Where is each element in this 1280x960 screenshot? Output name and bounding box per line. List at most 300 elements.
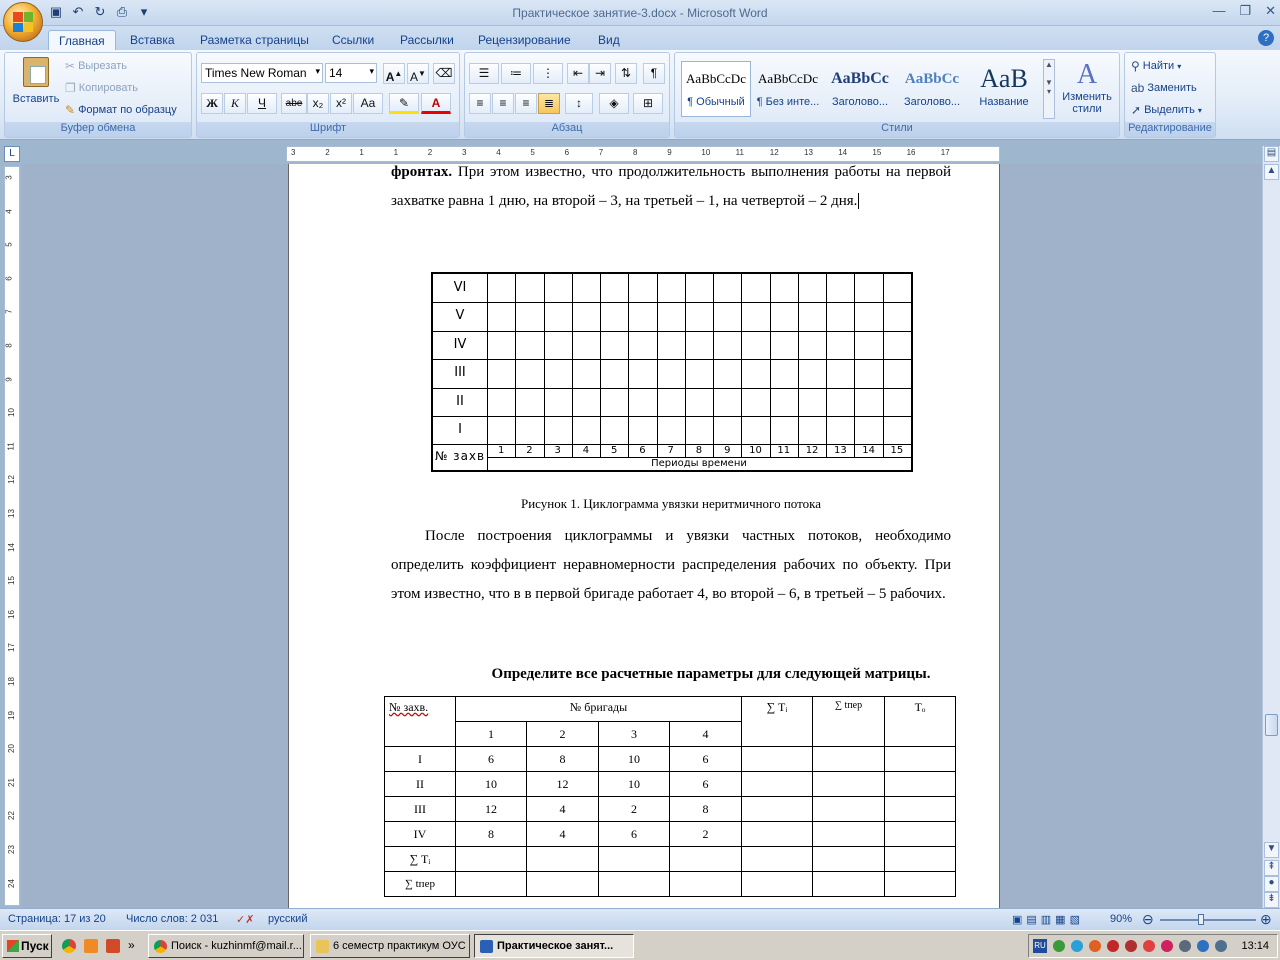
- font-group: [196, 52, 460, 138]
- volume-icon[interactable]: [1197, 940, 1209, 952]
- paste-label: Вставить: [12, 93, 60, 105]
- tray-app-icon[interactable]: [1053, 940, 1065, 952]
- tray-app-icon[interactable]: [1143, 940, 1155, 952]
- taskbar: [0, 930, 1280, 960]
- ruler-tick: 24: [6, 878, 16, 888]
- vertical-ruler[interactable]: [4, 166, 20, 906]
- zoom-slider-thumb[interactable]: [1198, 914, 1204, 925]
- justify-icon: ≣: [543, 96, 555, 110]
- style-name: Заголово...: [831, 96, 889, 108]
- ruler-tick: 18: [6, 677, 16, 686]
- period-label: 9: [724, 445, 731, 457]
- ruler-tick: 13: [6, 509, 16, 518]
- zoom-out-icon[interactable]: ⊖: [1142, 911, 1154, 927]
- word-icon: [480, 940, 493, 953]
- grid-line: [713, 274, 714, 457]
- language[interactable]: русский: [268, 913, 308, 925]
- change-styles-button[interactable]: [1057, 59, 1117, 115]
- ribbon: [0, 50, 1280, 140]
- highlighter-icon: ✎: [398, 96, 410, 110]
- binoculars-icon: ⚲: [1131, 59, 1140, 73]
- tray-app-icon[interactable]: [1089, 940, 1101, 952]
- empty-cell: [742, 872, 813, 897]
- dropdown-arrow-icon: ▾: [1197, 105, 1202, 115]
- clock: 13:14: [1241, 940, 1269, 952]
- clipboard-group: [4, 52, 192, 138]
- undo-icon[interactable]: ↶: [72, 4, 84, 19]
- period-label: 8: [695, 445, 703, 457]
- task-folder[interactable]: [310, 934, 470, 958]
- cyclogram-row-label: V: [455, 308, 465, 324]
- zoom-slider[interactable]: [1160, 919, 1256, 921]
- empty-cell: [456, 872, 527, 897]
- grid-line: [433, 388, 911, 389]
- style-heading-2[interactable]: [897, 61, 967, 117]
- bullets-button[interactable]: [469, 63, 499, 84]
- ruler-tick: 4: [496, 148, 501, 157]
- grid-line: [628, 274, 629, 457]
- table-row: [385, 747, 956, 772]
- bold-button[interactable]: Ж: [201, 93, 223, 114]
- windows-logo-icon: [7, 940, 19, 952]
- task-word[interactable]: [474, 934, 634, 958]
- status-bar: [0, 908, 1280, 930]
- subscript-button[interactable]: x₂: [307, 93, 329, 114]
- zoom-in-icon[interactable]: ⊕: [1260, 911, 1272, 927]
- period-label: 6: [639, 445, 646, 457]
- ruler-tick: 16: [906, 148, 916, 157]
- ruler-tick: 23: [6, 845, 16, 854]
- proofing-icon[interactable]: ✓✗: [236, 914, 255, 926]
- header-zahv: [385, 697, 456, 747]
- align-left-button[interactable]: [469, 93, 491, 114]
- ruler-tick: 12: [769, 148, 779, 157]
- save-icon[interactable]: ▣: [49, 4, 63, 19]
- tab-references[interactable]: Ссылки: [332, 33, 375, 47]
- cell: 2: [670, 822, 742, 847]
- scissors-icon: ✂: [65, 59, 76, 73]
- table-row: [385, 872, 956, 897]
- ruler-tick: 13: [804, 148, 813, 157]
- line-spacing-button[interactable]: [565, 93, 593, 114]
- tray-app-icon[interactable]: [1179, 940, 1191, 952]
- header-brigade: № бригады: [456, 697, 742, 722]
- clipboard-icon: [23, 57, 49, 87]
- bullets-icon: ☰: [478, 66, 490, 80]
- style-sample: AaBbCc: [831, 70, 889, 87]
- ruler-tick: 7: [4, 309, 14, 315]
- grid-line: [433, 359, 911, 360]
- grid-line: [854, 274, 855, 457]
- increase-indent-button[interactable]: [589, 63, 611, 84]
- title-bar: [0, 0, 1280, 26]
- ruler-tick: 14: [838, 148, 848, 157]
- ruler-tick: 14: [6, 542, 16, 552]
- next-page-icon[interactable]: ⇟: [1264, 892, 1279, 908]
- grid-line: [770, 274, 771, 457]
- replace-icon: ab: [1131, 81, 1145, 95]
- ruler-tick: 10: [701, 148, 711, 157]
- align-left-icon: ≡: [476, 96, 484, 110]
- line-spacing-icon: ↕: [576, 96, 582, 110]
- table-row: [385, 822, 956, 847]
- folder-icon: [316, 940, 329, 953]
- numbering-button[interactable]: [501, 63, 531, 84]
- ruler-tick: 2: [325, 148, 330, 157]
- cell: 4: [527, 797, 599, 822]
- maximize-icon[interactable]: ❐: [1239, 3, 1252, 18]
- ruler-tick: 8: [4, 343, 14, 348]
- brigade-num: 2: [527, 722, 599, 747]
- decrease-indent-button[interactable]: [567, 63, 589, 84]
- shrink-font-button[interactable]: A▼: [407, 63, 429, 84]
- grid-line: [600, 274, 601, 457]
- ruler-tick: 6: [564, 148, 570, 157]
- cut-label: Вырезать: [78, 60, 127, 72]
- grid-line: [433, 302, 911, 303]
- grid-line: [657, 274, 658, 457]
- cell: 8: [670, 797, 742, 822]
- ruler-tick: 3: [4, 175, 14, 180]
- multilevel-list-button[interactable]: [533, 63, 563, 84]
- borders-button[interactable]: [633, 93, 663, 114]
- page-counter[interactable]: Страница: 17 из 20: [8, 913, 106, 925]
- period-label: 13: [833, 445, 847, 457]
- empty-cell: [742, 747, 813, 772]
- periods-footer-label: Периоды времени: [651, 458, 747, 470]
- period-label: 2: [526, 445, 533, 457]
- figure-caption: Рисунок 1. Циклограмма увязки неритмичного потока: [520, 496, 822, 511]
- paragraph-1: [391, 158, 951, 248]
- tray-app-icon[interactable]: [1125, 940, 1137, 952]
- shading-button[interactable]: [599, 93, 629, 114]
- table-row: [385, 772, 956, 797]
- style-normal[interactable]: [681, 61, 751, 117]
- select-button[interactable]: [1131, 103, 1202, 117]
- underline-button[interactable]: Ч: [247, 93, 277, 114]
- tab-view[interactable]: Вид: [598, 33, 620, 47]
- vertical-scrollbar[interactable]: [1262, 146, 1280, 908]
- cell: 6: [670, 772, 742, 797]
- paragraph-2: После построения циклограммы и увязки частных потоков, необходимо определить коэффициент неравномерности распределения рабочих по объекту. При этом известно, что в в первой бригаде работает 4, во второй – 6, в третьей – 5 рабочих.: [391, 528, 951, 602]
- sort-icon: ⇅: [620, 66, 632, 80]
- scroll-down-arrow-icon[interactable]: ▼: [1264, 842, 1279, 858]
- paint-bucket-icon: ◈: [609, 96, 619, 110]
- ruler-tick: 19: [6, 710, 16, 720]
- ruler-tick: 10: [6, 408, 16, 418]
- cell: 2: [599, 797, 670, 822]
- cell: 6: [670, 747, 742, 772]
- period-label: 14: [862, 445, 875, 457]
- clipboard-group-label: Буфер обмена: [5, 122, 191, 137]
- word-count[interactable]: Число слов: 2 031: [126, 913, 219, 925]
- empty-cell: [670, 872, 742, 897]
- ruler-toggle-icon[interactable]: ▤: [1264, 146, 1279, 162]
- ruler-tick: 5: [530, 148, 535, 157]
- grid-line: [515, 274, 516, 457]
- replace-label: Заменить: [1147, 82, 1197, 94]
- editing-group-label: Редактирование: [1125, 122, 1215, 137]
- quicklaunch-app-icon[interactable]: [84, 939, 98, 953]
- task-browser[interactable]: [148, 934, 304, 958]
- superscript-button[interactable]: x²: [330, 93, 352, 114]
- cyclogram-row-label: IV: [453, 336, 467, 352]
- paragraph-group-label: Абзац: [465, 122, 669, 137]
- font-color-button[interactable]: [421, 93, 451, 114]
- bold-text: фронтах.: [391, 164, 453, 180]
- tab-selector[interactable]: L: [4, 146, 20, 162]
- browse-object-icon[interactable]: ●: [1264, 876, 1279, 892]
- align-right-button[interactable]: [515, 93, 537, 114]
- empty-cell: [599, 847, 670, 872]
- grid-line: [487, 274, 488, 472]
- tab-review[interactable]: Рецензирование: [478, 33, 571, 47]
- period-label: 7: [667, 445, 674, 457]
- find-label: Найти: [1142, 60, 1175, 72]
- header-sum-tper: ∑ tпер: [813, 697, 885, 747]
- style-sample: AaB: [980, 64, 1028, 93]
- tray-app-icon[interactable]: [1071, 940, 1083, 952]
- ruler-tick: 3: [291, 148, 296, 157]
- empty-cell: [813, 822, 885, 847]
- period-label: 1: [497, 445, 505, 457]
- cell: 10: [456, 772, 527, 797]
- ruler-tick: 11: [735, 148, 744, 157]
- redo-icon[interactable]: ↻: [94, 4, 106, 19]
- period-label: 10: [749, 445, 762, 457]
- ruler-tick: 3: [462, 148, 467, 157]
- row-label: ∑ Tᵢ: [385, 847, 456, 872]
- grid-line: [883, 274, 884, 457]
- dropdown-arrow-icon: ▾: [1177, 61, 1182, 71]
- tab-home[interactable]: Главная: [48, 30, 116, 50]
- minimize-icon[interactable]: —: [1212, 3, 1226, 18]
- cyclogram-row-label: III: [454, 365, 466, 381]
- empty-cell: [813, 797, 885, 822]
- cell: 10: [599, 747, 670, 772]
- ruler-tick: 1: [359, 148, 364, 157]
- cell: 8: [456, 822, 527, 847]
- pilcrow-icon: ¶: [650, 66, 658, 80]
- copy-button[interactable]: [65, 81, 138, 95]
- tab-page-layout[interactable]: Разметка страницы: [200, 33, 309, 47]
- style-heading-1[interactable]: [825, 61, 895, 117]
- previous-page-icon[interactable]: ⇞: [1264, 860, 1279, 876]
- justify-button[interactable]: [538, 93, 560, 114]
- cyclogram-corner-label: № захв: [434, 449, 486, 464]
- chrome-icon: [154, 940, 167, 953]
- editing-group: [1124, 52, 1216, 138]
- empty-cell: [742, 797, 813, 822]
- row-label: I: [385, 747, 456, 772]
- empty-cell: [527, 847, 599, 872]
- empty-cell: [813, 772, 885, 797]
- table-row: [385, 797, 956, 822]
- styles-group: [674, 52, 1120, 138]
- brigade-num: 1: [456, 722, 527, 747]
- styles-scroll[interactable]: ▲ ▼ ▾: [1043, 59, 1055, 119]
- cell: 6: [456, 747, 527, 772]
- grid-line: [433, 416, 911, 417]
- empty-cell: [742, 772, 813, 797]
- ruler-tick: 20: [6, 744, 16, 754]
- period-label: 4: [582, 445, 590, 457]
- font-name-select[interactable]: Times New Roman ▾: [201, 63, 323, 83]
- paragraph-group: [464, 52, 670, 138]
- clear-format-button[interactable]: ⌫: [433, 63, 455, 84]
- style-title[interactable]: [969, 61, 1039, 117]
- quicklaunch-expand-icon[interactable]: »: [128, 938, 135, 952]
- start-label: Пуск: [21, 939, 49, 953]
- format-painter-button[interactable]: [65, 103, 177, 117]
- header-sum-t: ∑ Tᵢ: [742, 697, 813, 747]
- grid-line: [685, 274, 686, 457]
- copy-label: Копировать: [78, 82, 138, 94]
- empty-cell: [885, 847, 956, 872]
- brigade-num: 3: [599, 722, 670, 747]
- document-area: [22, 164, 1262, 908]
- tray-app-icon[interactable]: [1161, 940, 1173, 952]
- show-marks-button[interactable]: [643, 63, 665, 84]
- empty-cell: [885, 772, 956, 797]
- scroll-up-arrow-icon[interactable]: ▲: [1264, 164, 1279, 180]
- ruler-tick: 21: [6, 777, 16, 787]
- cell: 12: [456, 797, 527, 822]
- copy-icon: ❐: [65, 81, 76, 95]
- empty-cell: [813, 847, 885, 872]
- office-button[interactable]: [3, 2, 43, 42]
- font-group-label: Шрифт: [197, 122, 459, 137]
- strikethrough-button[interactable]: abe: [281, 93, 307, 114]
- customize-qat-icon[interactable]: ▾: [140, 4, 148, 19]
- print-preview-icon[interactable]: ⎙: [116, 4, 128, 19]
- highlight-button[interactable]: [389, 93, 419, 114]
- cyclogram-row-label: I: [458, 422, 462, 437]
- row-label: III: [385, 797, 456, 822]
- style-no-spacing[interactable]: [753, 61, 823, 117]
- tab-insert[interactable]: Вставка: [130, 33, 175, 47]
- grid-line: [433, 331, 911, 332]
- header-t0: Tₒ: [885, 697, 956, 747]
- style-name: Заголово...: [903, 96, 961, 108]
- indent-icon: ⇥: [594, 66, 606, 80]
- ruler-tick: 11: [6, 442, 16, 451]
- row-label: ∑ tпер: [385, 872, 456, 897]
- matrix-heading: Определите все расчетные параметры для следующей матрицы.: [491, 666, 931, 682]
- outdent-icon: ⇤: [572, 66, 584, 80]
- ruler-tick: 17: [6, 643, 16, 653]
- cut-button[interactable]: [65, 59, 127, 73]
- period-label: 15: [890, 445, 904, 457]
- font-size-select[interactable]: 14 ▾: [325, 63, 377, 83]
- empty-cell: [813, 872, 885, 897]
- format-painter-label: Формат по образцу: [78, 104, 177, 116]
- cyclogram-row-label: VI: [453, 280, 467, 295]
- font-color-icon: A: [431, 96, 441, 110]
- replace-button[interactable]: [1131, 81, 1197, 95]
- view-buttons[interactable]: ▣▤▥▦▧: [1012, 914, 1084, 926]
- scroll-thumb[interactable]: [1265, 714, 1278, 736]
- network-icon[interactable]: [1215, 940, 1227, 952]
- align-center-icon: ≡: [499, 96, 507, 110]
- change-case-button[interactable]: Aa: [353, 93, 383, 114]
- ruler-tick: 15: [6, 576, 16, 586]
- ruler-tick: 16: [6, 609, 16, 619]
- find-button[interactable]: [1131, 59, 1181, 73]
- empty-cell: [813, 747, 885, 772]
- grid-line: [572, 274, 573, 457]
- table-row: [385, 847, 956, 872]
- grid-line: [826, 274, 827, 457]
- paste-button[interactable]: [11, 57, 61, 105]
- cell: 10: [599, 772, 670, 797]
- styles-group-label: Стили: [675, 122, 1119, 137]
- text-cursor: [858, 193, 863, 209]
- ruler-tick: 15: [872, 148, 882, 157]
- close-icon[interactable]: ✕: [1265, 3, 1276, 18]
- tray-app-icon[interactable]: [1107, 940, 1119, 952]
- help-icon[interactable]: ?: [1258, 30, 1274, 46]
- ruler-tick: 2: [427, 148, 433, 157]
- start-button[interactable]: [2, 934, 52, 958]
- empty-cell: [742, 847, 813, 872]
- empty-cell: [527, 872, 599, 897]
- align-center-button[interactable]: [492, 93, 514, 114]
- empty-cell: [599, 872, 670, 897]
- empty-cell: [885, 797, 956, 822]
- grow-font-button[interactable]: A▲: [383, 63, 405, 84]
- language-indicator[interactable]: RU: [1033, 939, 1047, 953]
- style-name: ¶ Без инте...: [756, 96, 820, 108]
- period-label: 12: [805, 445, 819, 457]
- row-label: II: [385, 772, 456, 797]
- ruler-tick: 5: [4, 242, 14, 247]
- tab-mailings[interactable]: Рассылки: [400, 33, 454, 47]
- style-sample: AaBbCcDc: [686, 71, 746, 86]
- quicklaunch-app-icon[interactable]: [106, 939, 120, 953]
- period-label: 3: [554, 445, 561, 457]
- chrome-icon[interactable]: [62, 939, 76, 953]
- empty-cell: [670, 847, 742, 872]
- italic-button[interactable]: К: [224, 93, 246, 114]
- sort-button[interactable]: [615, 63, 637, 84]
- ruler-tick: 7: [598, 148, 604, 157]
- cyclogram-figure: [431, 272, 913, 472]
- task-label: Поиск - kuzhinmf@mail.r...: [171, 940, 302, 952]
- cell: 4: [527, 822, 599, 847]
- empty-cell: [456, 847, 527, 872]
- empty-cell: [742, 822, 813, 847]
- change-styles-icon: A: [1076, 59, 1098, 90]
- period-label: 11: [777, 445, 791, 457]
- style-sample: AaBbCc: [904, 71, 960, 87]
- align-right-icon: ≡: [522, 96, 530, 110]
- zoom-level[interactable]: 90%: [1110, 913, 1133, 925]
- ruler-tick: 4: [4, 208, 14, 214]
- window-title: Практическое занятие-3.docx - Microsoft Word: [512, 6, 768, 20]
- select-label: Выделить: [1144, 104, 1195, 116]
- dropdown-arrow-icon: ▾: [315, 66, 320, 76]
- office-logo-icon: [13, 12, 33, 32]
- style-name: Название: [979, 96, 1029, 108]
- row-label: IV: [385, 822, 456, 847]
- cyclogram-row-label: II: [456, 393, 464, 409]
- document-page[interactable]: [288, 164, 1000, 908]
- grid-line: [798, 274, 799, 457]
- grid-line: [544, 274, 545, 457]
- system-tray: [1028, 934, 1278, 958]
- format-painter-icon: ✎: [65, 103, 76, 117]
